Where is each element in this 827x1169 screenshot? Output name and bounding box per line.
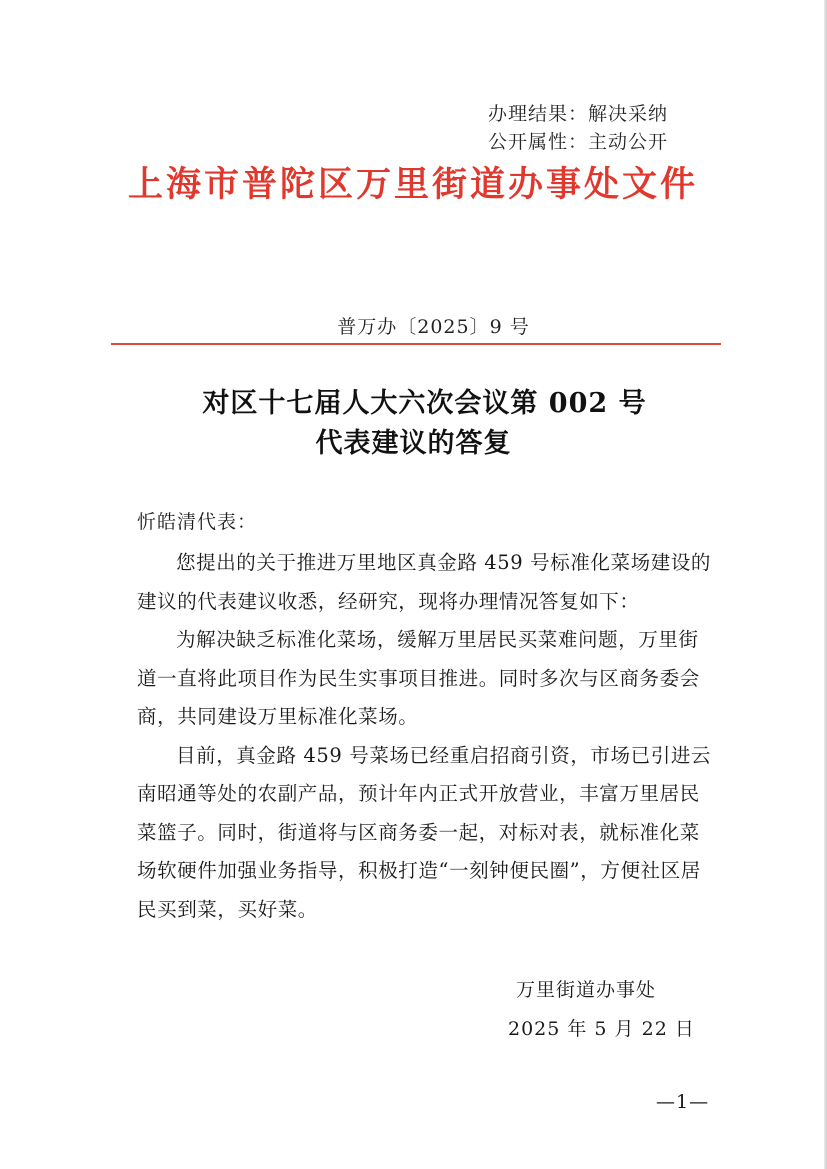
body-paragraph: 您提出的关于推进万里地区真金路 459 号标准化菜场建设的建议的代表建议收悉，经研究，现将办理情况答复如下： xyxy=(137,551,712,613)
signature-organization: 万里街道办事处 xyxy=(516,979,657,1001)
page-number: —1— xyxy=(656,1091,710,1113)
disclosure-attribute: 公开属性：主动公开 xyxy=(488,131,669,153)
document-number: 普万办〔2025〕9 号 xyxy=(337,316,530,338)
document-metadata xyxy=(488,100,668,156)
body-paragraph: 为解决缺乏标准化菜场，缓解万里居民买菜难问题，万里街道一直将此项目作为民生实事项目推进。同时多次与区商务委会商，共同建设万里标准化菜场。 xyxy=(137,628,700,728)
red-divider-rule xyxy=(111,343,721,345)
salutation: 忻皓清代表： xyxy=(137,511,258,533)
title-line-1: 对区十七届人大六次会议第 002 号 xyxy=(202,388,647,419)
issuer-header: 上海市普陀区万里街道办事处文件 xyxy=(128,164,699,205)
title-line-2: 代表建议的答复 xyxy=(315,428,512,459)
document-body xyxy=(137,544,717,929)
body-paragraph: 目前，真金路 459 号菜场已经重启招商引资，市场已引进云南昭通等处的农副产品，预计年内正式开放营业，丰富万里居民菜篮子。同时，街道将与区商务委一起，对标对表，就标准化菜场软硬件加强业务指导，积极打造“一刻钟便民圈”，方便社区居民买到菜，买好菜。 xyxy=(137,743,712,921)
document-title xyxy=(0,384,827,464)
signature-date: 2025 年 5 月 22 日 xyxy=(508,1018,695,1040)
handling-result: 办理结果：解决采纳 xyxy=(488,103,669,125)
